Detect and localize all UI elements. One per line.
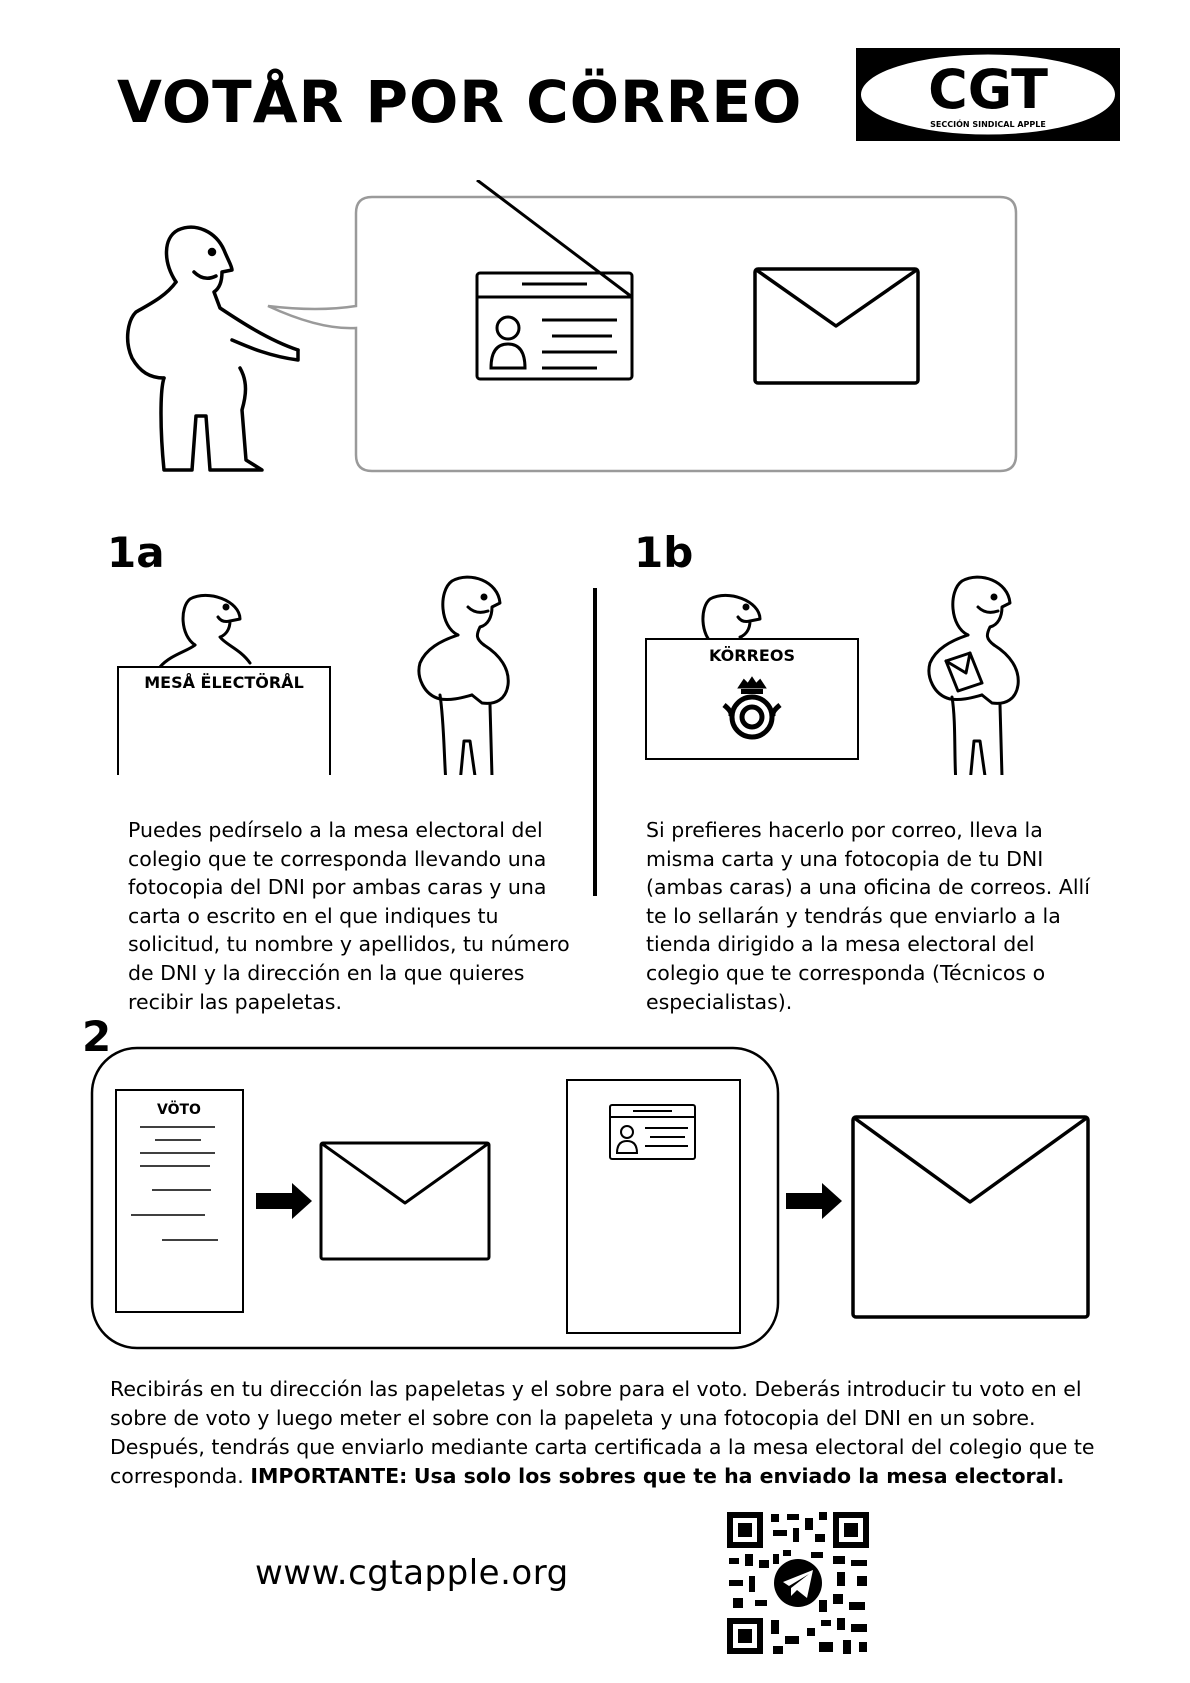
person-holding-letter-icon (929, 577, 1018, 775)
envelope-icon (853, 1117, 1088, 1317)
ballot-icon (116, 1090, 243, 1312)
intro-illustration (0, 180, 1190, 490)
step-2-text-block (110, 1375, 1110, 1491)
step-1a-illustration (100, 545, 580, 775)
arrow-right-icon (256, 1183, 312, 1219)
envelope-icon (321, 1143, 489, 1259)
step-2-number: 2 (82, 1012, 112, 1061)
logo-subtitle: SECCIÓN SINDICAL APPLE (930, 120, 1046, 129)
website-link[interactable]: www.cgtapple.org (255, 1553, 569, 1593)
step-1b-number: 1b (634, 528, 694, 577)
logo-text: CGT (928, 58, 1048, 121)
step-1b-illustration (630, 545, 1110, 775)
step-1a-text: Puedes pedírselo a la mesa electoral del colegio que te corresponda llevando una fotocopia del DNI por ambas caras y una carta o escrito en el que indiques tu solicitud, tu nombre y apellidos, tu número de DNI y la dirección en la que quieres recibir las papeletas. (128, 818, 570, 1014)
page-title: VOTÅR POR CÖRREO (117, 68, 803, 136)
ballot-label: VÖTO (157, 1102, 201, 1118)
person-icon (160, 595, 250, 667)
speech-bubble (268, 197, 1016, 471)
person-icon (419, 577, 508, 775)
step-2-illustration (0, 1035, 1190, 1355)
divider (593, 588, 597, 896)
step-1b-text: Si prefieres hacerlo por correo, lleva la misma carta y una fotocopia de tu DNI (ambas caras) a una oficina de correos. Allí te lo sellarán y tendrás que enviarlo a la tienda dirigido a la mesa electoral del colegio que te corresponda (Técnicos o especialistas). (646, 818, 1090, 1014)
arrow-right-icon (786, 1183, 842, 1219)
mesa-electoral-label: MESÅ ËLECTÖRÅL (144, 673, 304, 692)
dni-copy-icon (567, 1080, 740, 1333)
step-1a-number: 1a (107, 528, 165, 577)
qr-code-icon[interactable] (725, 1510, 871, 1656)
important-text: Usa solo los sobres que te ha enviado la mesa electoral. (413, 1464, 1065, 1488)
telegram-icon (774, 1559, 822, 1607)
correos-label: KÖRREOS (709, 646, 795, 665)
step-2-text: Recibirás en tu dirección las papeletas y el sobre para el voto. Deberás introducir tu voto en el sobre de voto y luego meter el sobre con la papeleta y una fotocopia del DNI en un sobre. Después, tendrás que enviarlo mediante carta certificada a la mesa electoral del colegio que te corresponda. (110, 1377, 1095, 1488)
cgt-logo (856, 48, 1120, 141)
person-pointing-icon (128, 227, 298, 470)
important-label: IMPORTANTE: (250, 1464, 408, 1488)
